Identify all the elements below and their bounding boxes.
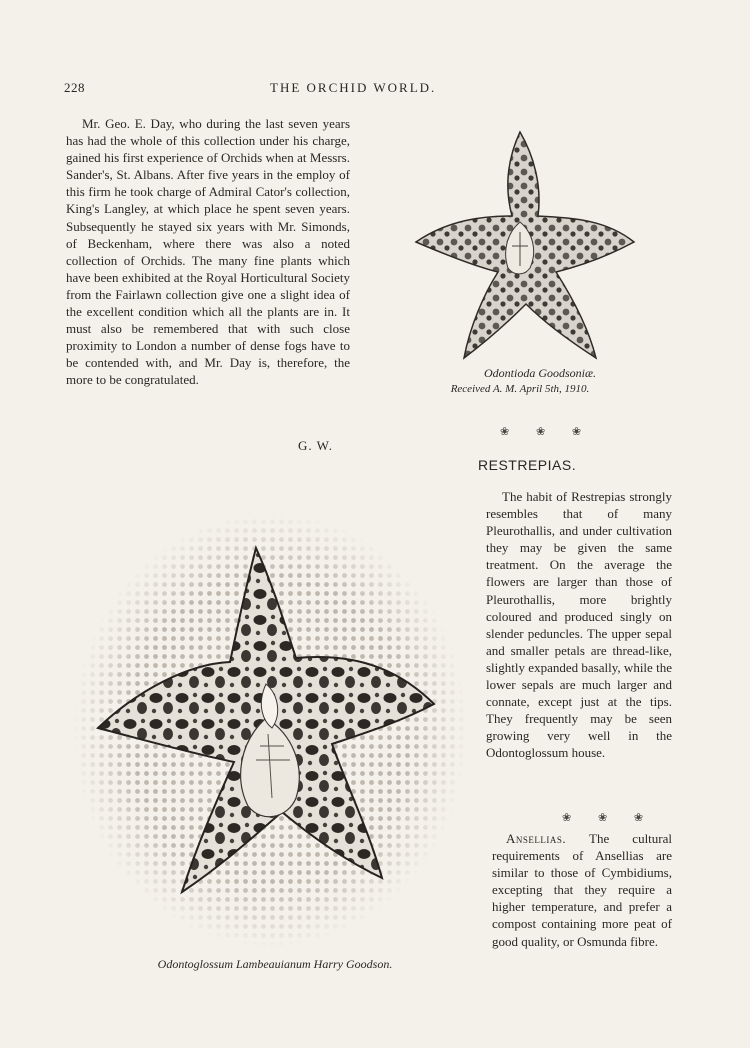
ansellias-text [492,830,672,950]
ornament-divider: ❀ ❀ ❀ [562,812,656,824]
author-signature: G. W. [298,438,333,453]
odontoglossum-flower-photo [70,508,470,946]
left-column-text [66,115,350,389]
left-paragraph: Mr. Geo. E. Day, who during the last seven years has had the whole of this collection under his charge, gained his first experience of Orchids when at Messrs. Sander's, St. Albans. After five years in the employ of this firm he took charge of Admiral Cator's collection, King's Langley, at which place he spent seven years. Subsequently he stayed six years with Mr. Simonds, of Beckenham, where there was also a noted collection of Orchids. The many fine plants which have been exhibited at the Royal Horticultural Society from the Fairlawn collection give one a slight idea of the excellent condition which all the plants are in. It must also be remembered that with such close proximity to London a number of dense fogs have to be contended with, and Mr. Day is, therefore, the more to be congratulated. [66,116,350,388]
ornament-divider: ❀ ❀ ❀ [500,426,594,438]
running-title: THE ORCHID WORLD. [270,80,437,95]
ansellias-lead: Ansellias. [506,831,567,846]
ansellias-body: The cultural requirements of Ansellias are similar to those of Cymbidiums, excepting that they require a higher temperature, and prefer a compost containing more peat of good quality, or Osmunda fibre. [492,831,673,949]
restrepias-paragraph: The habit of Restrepias strongly resembles that of many Pleurothallis, and under cultivation they may be given the same treatment. On the average the flowers are larger than those of Pleurothallis, more brightly coloured and produced singly on slender peduncles. The upper sepal and smaller petals are thread-like, slightly expanded basally, while the lower sepals are much larger and connate, except just at the tips. They frequently may be seen growing very well in the Odontoglossum house. [486,489,672,761]
ansellias-paragraph [492,830,672,950]
restrepias-text [486,488,672,762]
odontioda-flower-photo [408,126,640,366]
figure1-caption: Odontioda Goodsoniæ. [483,366,596,380]
restrepias-heading: RESTREPIAS. [478,457,577,473]
figure2-caption: Odontoglossum Lambeauianum Harry Goodson. [157,957,393,971]
figure1-award: Received A. M. April 5th, 1910. [450,383,590,395]
page-number: 228 [64,80,85,95]
